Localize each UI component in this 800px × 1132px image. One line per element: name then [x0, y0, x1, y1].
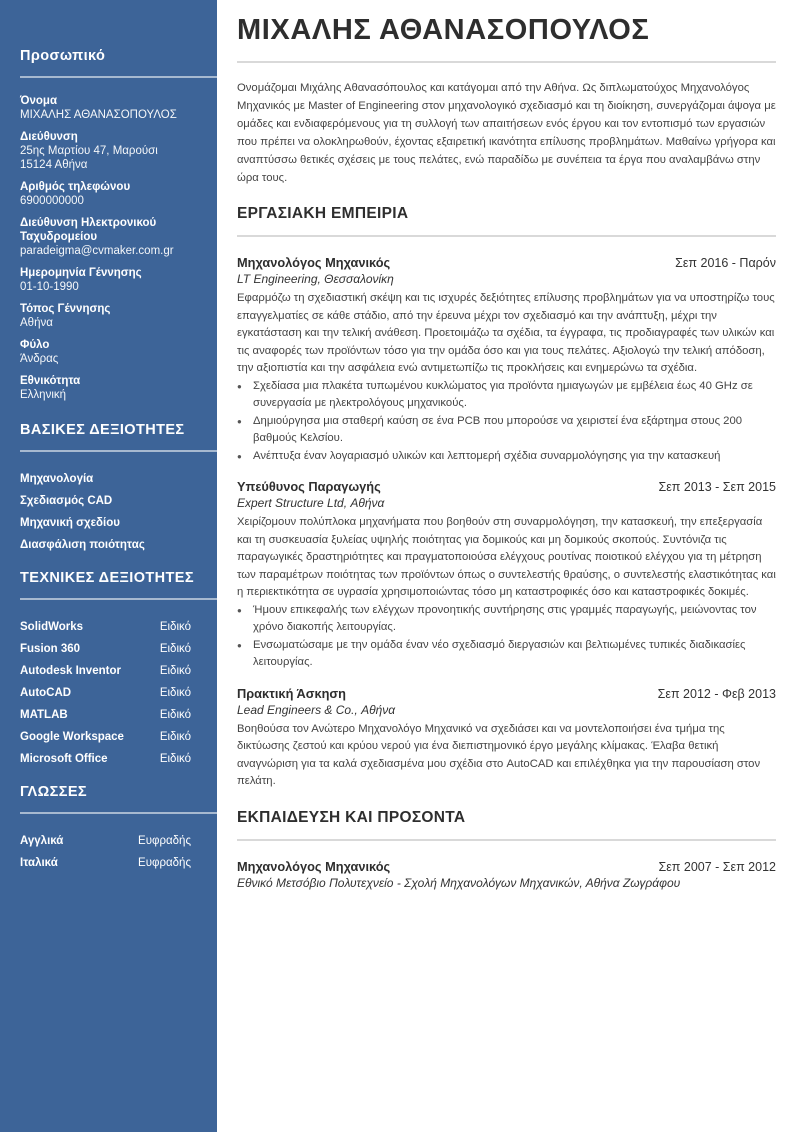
- detail-value: ΜΙΧΑΛΗΣ ΑΘΑΝΑΣΟΠΟΥΛΟΣ: [20, 109, 177, 121]
- personal-heading: Προσωπικό: [20, 48, 106, 64]
- skill-item: Μηχανική σχεδίου: [20, 517, 120, 529]
- tech-skill-level: Ειδικό: [159, 643, 191, 655]
- detail-label: Διεύθυνση: [20, 131, 78, 143]
- job-entry: [237, 479, 776, 672]
- tech-skill-name: AutoCAD: [20, 687, 72, 699]
- language-name: Αγγλικά: [20, 835, 64, 847]
- skill-item: Σχεδιασμός CAD: [20, 495, 113, 507]
- tech-skill-level: Ειδικό: [159, 665, 191, 677]
- tech-skill-row: [20, 638, 191, 660]
- job-description: Χειρίζομουν πολύπλοκα μηχανήματα που βοηθούν στη συναρμολόγηση, την κατασκευή, την επεξεργασία και τη συσκευασία ξυλείας υψηλής ποιότητας για δομικούς και μη δομικούς σκοπούς. Συντόνιζα τις παραγωγικές δραστηριότητες και πραγματοποιούσα ελέγχους ρουτίνας ποιοτικού ελέγχου για τη μέτρηση των παραμέτρων ποιότητας των προϊόντων όπως ο συντελεστής θραύσης, ο συντελεστής ελαστικότητας και η περιεκτικότητα σε υγρασία χρησιμοποιώντας τόσο μη καταστροφικές όσο και καταστροφικές δοκιμές.: [237, 516, 776, 598]
- list-item: ● Ήμουν επικεφαλής των ελέγχων προνοητικής συντήρησης στις γραμμές παραγωγής, μειώνοντας τον χρόνο διακοπής λειτουργίας.: [237, 602, 776, 637]
- skill-item: Μηχανολογία: [20, 473, 94, 485]
- tech-skills-heading: ΤΕΧΝΙΚΕΣ ΔΕΞΙΟΤΗΤΕΣ: [20, 570, 194, 586]
- detail-birthdate: [20, 266, 217, 294]
- intro-paragraph: Ονομάζομαι Μιχάλης Αθανασόπουλος και κατάγομαι από την Αθήνα. Ως διπλωματούχος Μηχανολόγος Μηχανικός με Master of Engineering στον μηχανολογικό σχεδιασμό και τη διοίκηση, συνεργάζομαι άψογα με ομάδες και ενδιαφερόμενους για τη συλλογή των απαιτήσεων ενός έργου και τον εντοπισμό των εργασιών που πρέπει να ολοκληρωθούν, έχοντας εξαιρετική ικανότητα επίλυσης προβλημάτων. Μαθαίνω γρήγορα και αναπτύσσω θετικές σχέσεις με τους πελάτες, ενώ παραδίδω με συνέπεια τα έργα που αναλαμβάνω στην ώρα τους.: [237, 82, 776, 184]
- divider: [20, 76, 217, 78]
- education-date: Σεπ 2007 - Σεπ 2012: [658, 859, 776, 874]
- job-description: Εφαρμόζω τη σχεδιαστική σκέψη και τις ισχυρές δεξιότητες επίλυσης προβλημάτων για να υποστηρίζω τους επαγγελματίες σε κάθε στάδιο, από την έρευνα μέχρι τον σχεδιασμό και την ανάπτυξη, μέχρι την εγκατάσταση και την τελική ανάθεση. Προετοιμάζω τα σχέδια, τα έγγραφα, τις προδιαγραφές των υλικών και τις αναφορές των προϊόντων τόσο για την ομάδα όσο και για τους πελάτες. Αξιολογώ την τελική απόδοση, την αξιοπιστία και την ασφάλεια ενώ αντιμετωπίζω τις προκλήσεις και ενημερώνω τα σχέδια.: [237, 292, 775, 374]
- job-bullets: [237, 602, 776, 672]
- language-row: [20, 830, 191, 852]
- skill-item: Διασφάλιση ποιότητας: [20, 539, 145, 551]
- detail-nationality: [20, 374, 217, 402]
- main-content: [237, 0, 776, 890]
- tech-skill-row: [20, 748, 191, 770]
- tech-skill-name: Fusion 360: [20, 643, 81, 655]
- personal-details: [20, 94, 217, 402]
- page-title: ΜΙΧΑΛΗΣ ΑΘΑΝΑΣΟΠΟΥΛΟΣ: [237, 14, 650, 46]
- tech-skill-name: MATLAB: [20, 709, 68, 721]
- job-date: Σεπ 2012 - Φεβ 2013: [657, 686, 776, 701]
- list-item: ● Δημιούργησα μια σταθερή καύση σε ένα PCB που μπορούσε να χειριστεί ένα εξάρτημα στους 200 βαθμούς Κελσίου.: [237, 413, 776, 448]
- basic-skills-list: [20, 468, 217, 556]
- job-date: Σεπ 2013 - Σεπ 2015: [658, 480, 776, 494]
- detail-label: Τόπος Γέννησης: [20, 303, 111, 315]
- detail-gender: [20, 338, 217, 366]
- detail-label: Αριθμός τηλεφώνου: [20, 181, 131, 193]
- detail-value: 15124 Αθήνα: [20, 159, 88, 171]
- divider: [237, 839, 776, 841]
- tech-skills-list: [20, 616, 217, 770]
- divider: [20, 450, 217, 452]
- tech-skill-row: [20, 704, 191, 726]
- detail-birthplace: [20, 302, 217, 330]
- detail-value: 6900000000: [20, 195, 84, 207]
- job-bullets: [237, 378, 776, 466]
- language-level: Ευφραδής: [138, 835, 191, 847]
- tech-skill-row: [20, 726, 191, 748]
- divider: [20, 598, 217, 600]
- tech-skill-level: Ειδικό: [159, 731, 191, 743]
- tech-skill-name: Autodesk Inventor: [20, 665, 121, 677]
- job-description: Βοηθούσα τον Ανώτερο Μηχανολόγο Μηχανικό να σχεδιάσει και να μοντελοποιήσει ένα τμήμα της δικτύωσης ζεστού και κρύου νερού για ένα διεπιστημονικό έργο μεγάλης κλίμακας. Έλαβα θετική αναγνώριση για τα καλά σχεδιασμένα μου σχέδια στο AutoCAD και επιλέχθηκα για την παρουσίαση στον πελάτη.: [237, 722, 761, 787]
- detail-value: Αθήνα: [20, 317, 53, 329]
- education-heading: ΕΚΠΑΙΔΕΥΣΗ ΚΑΙ ΠΡΟΣΟΝΤΑ: [237, 808, 466, 826]
- job-entry: [237, 255, 776, 465]
- language-level: Ευφραδής: [138, 857, 191, 869]
- job-org: Lead Engineers & Co., Αθήνα: [237, 702, 396, 717]
- detail-label: Φύλο: [20, 339, 50, 351]
- detail-value: paradeigma@cvmaker.com.gr: [20, 245, 174, 257]
- detail-label: Όνομα: [20, 95, 58, 107]
- detail-label: Εθνικότητα: [20, 375, 81, 387]
- job-header: [237, 255, 776, 270]
- education-entry: [237, 859, 776, 890]
- basic-skills-heading: ΒΑΣΙΚΕΣ ΔΕΞΙΟΤΗΤΕΣ: [20, 422, 185, 438]
- tech-skill-level: Ειδικό: [159, 709, 191, 721]
- list-item: ● Σχεδίασα μια πλακέτα τυπωμένου κυκλώματος για προϊόντα ημιαγωγών με εμβέλεια έως 40 GHz σε συνεργασία με ηλεκτρολόγους μηχανικούς.: [237, 378, 776, 413]
- job-entry: [237, 686, 776, 791]
- job-header: [237, 479, 776, 494]
- languages-heading: ΓΛΩΣΣΕΣ: [20, 784, 88, 800]
- tech-skill-level: Ειδικό: [159, 687, 191, 699]
- education-header: [237, 859, 776, 874]
- job-title: Πρακτική Άσκηση: [237, 685, 346, 701]
- job-date: Σεπ 2016 - Παρόν: [675, 256, 776, 270]
- tech-skill-level: Ειδικό: [159, 621, 191, 633]
- detail-phone: [20, 180, 217, 208]
- detail-address: [20, 130, 217, 172]
- divider: [237, 235, 776, 237]
- divider: [20, 812, 217, 814]
- detail-label: Διεύθυνση Ηλεκτρονικού: [20, 217, 157, 229]
- detail-name: [20, 94, 217, 122]
- tech-skill-name: Microsoft Office: [20, 753, 108, 765]
- sidebar: [0, 0, 217, 1132]
- detail-value: Ελληνική: [20, 389, 67, 401]
- tech-skill-name: SolidWorks: [20, 621, 84, 633]
- tech-skill-row: [20, 616, 191, 638]
- detail-label: Ταχυδρομείου: [20, 231, 98, 243]
- job-title: Μηχανολόγος Μηχανικός: [237, 255, 391, 270]
- tech-skill-row: [20, 660, 191, 682]
- list-item: ● Ενσωματώσαμε με την ομάδα έναν νέο σχεδιασμό διεργασιών και βελτιωμένες τυπικές διαδικασίες λειτουργίας.: [237, 637, 776, 672]
- detail-value: 25ης Μαρτίου 47, Μαρούσι: [20, 145, 158, 157]
- language-name: Ιταλικά: [20, 857, 58, 869]
- languages-list: [20, 830, 217, 874]
- detail-email: [20, 216, 217, 258]
- list-item: ● Ανέπτυξα έναν λογαριασμό υλικών και λεπτομερή σχέδια συναρμολόγησης για την κατασκευή: [237, 448, 776, 466]
- tech-skill-row: [20, 682, 191, 704]
- detail-value: 01-10-1990: [20, 281, 79, 293]
- divider: [237, 61, 776, 63]
- job-org: LT Engineering, Θεσσαλονίκη: [237, 272, 394, 286]
- job-org: Expert Structure Ltd, Αθήνα: [237, 496, 385, 510]
- education-org: Εθνικό Μετσόβιο Πολυτεχνείο - Σχολή Μηχανολόγων Μηχανικών, Αθήνα Ζωγράφου: [237, 875, 681, 890]
- experience-heading: ΕΡΓΑΣΙΑΚΗ ΕΜΠΕΙΡΙΑ: [237, 205, 409, 222]
- language-row: [20, 852, 191, 874]
- tech-skill-level: Ειδικό: [159, 753, 191, 765]
- detail-label: Ημερομηνία Γέννησης: [20, 267, 142, 279]
- job-title: Υπεύθυνος Παραγωγής: [237, 479, 381, 494]
- detail-value: Άνδρας: [20, 353, 59, 365]
- job-header: [237, 686, 776, 701]
- education-title: Μηχανολόγος Μηχανικός: [237, 858, 391, 874]
- tech-skill-name: Google Workspace: [20, 731, 124, 743]
